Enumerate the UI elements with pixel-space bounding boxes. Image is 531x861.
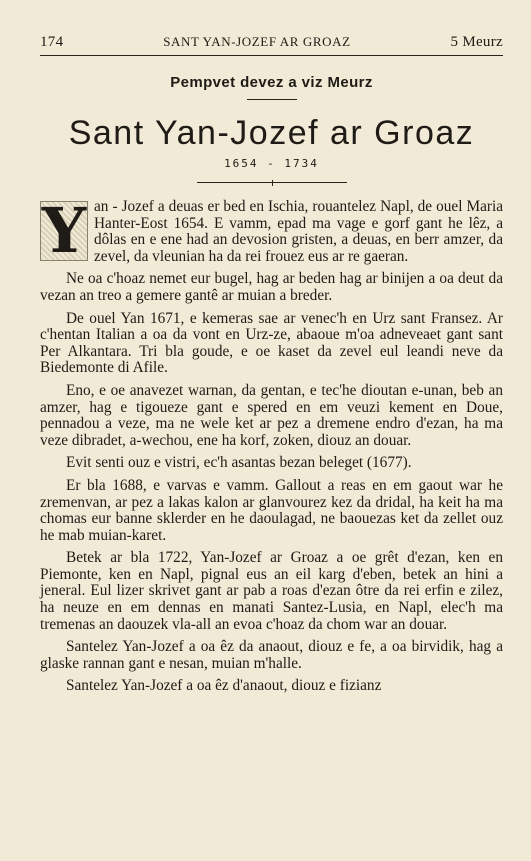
paragraph-3: De ouel Yan 1671, e kemeras sae ar venec'h en Urz sant Fransez. Ar c'hentan Italian a oa da vont en Urz-ze, abaoue m'oa adneveaet gant sant Per Alkantara. Tri bla goude, e oe kaset da zevel eul leandi neve da Biedemonte di Afile. <box>40 309 503 377</box>
page-number: 174 <box>40 34 64 50</box>
paragraph-9: Santelez Yan-Jozef a oa êz d'anaout, diouz e fizianz <box>66 677 382 695</box>
running-date: 5 Meurz <box>450 34 503 50</box>
paragraph-8: Santelez Yan-Jozef a oa êz da anaout, diouz e fe, a oa birvidik, hag a glaske rannan gant e nesan, muian m'halle. <box>40 638 503 672</box>
running-head <box>40 34 503 51</box>
kicker-rule <box>247 99 297 100</box>
paragraph-1: Y an - Jozef a deuas er bed en Ischia, rouantelez Napl, de ouel Maria Hanter-Eost 1654. E vamm, epad ma vage e gorf gant he lêz, a dôlas en e ene had an devosion gristen, a deuas, en berr amzer, da zevel, da vleunian ha da rei frouez eus ar re gaeran. <box>41 194 503 267</box>
body-text <box>40 194 503 695</box>
paragraph-6: Er bla 1688, e varvas e vamm. Gallout a reas en em gaout war he zremenvan, ar pez a lakas kalon ar glanvourez kez da dridal, ha keit ha ma chomas eur banne sklerder en he daoulagad, ne baouezas ket da zellet ouz he mab muian-karet. <box>40 476 503 544</box>
feast-day-kicker: Pempvet devez a viz Meurz <box>170 74 373 91</box>
ornamental-rule <box>197 182 347 183</box>
paragraph-4: Eno, e oe anavezet warnan, da gentan, e tec'he dioutan e-unan, beb an amzer, hag e tigoueze gant e spered en em veuzi kement en Doue, pennadou a veze, ma ne wele ket ar pez a dremene endro d'ezan, ha ma veze dibradet, a-wechou, ene ha korf, zoken, diouz an douar. <box>40 381 503 449</box>
paragraph-7: Betek ar bla 1722, Yan-Jozef ar Groaz a oe grêt d'ezan, ken en Piemonte, ken en Napl, pignal eus an eil karg d'eben, betek an hini a jeneral. Eul lizer skrivet gant ar pab a roas d'ezan ôtre da rei erfin e zilez, ha neuze en em dennas en manati Santez-Lusia, en Napl, elec'h ma tremenas an daouzek vla-all an evoa c'hoaz da chom war an douar. <box>40 549 503 633</box>
paragraph-5: Evit senti ouz e vistri, ec'h asantas bezan beleget (1677). <box>66 454 412 472</box>
paragraph-2: Ne oa c'hoaz nemet eur bugel, hag ar beden hag ar binijen a oa deut da vezan an treo a gemere gantê ar muian a breder. <box>40 270 503 304</box>
chapter-title: Sant Yan-Jozef ar Groaz <box>68 114 475 152</box>
running-title: SANT YAN-JOZEF AR GROAZ <box>163 34 351 49</box>
dropcap-initial: Y <box>41 194 87 267</box>
header-rule <box>40 55 503 56</box>
life-dates: 1654 - 1734 <box>224 157 319 170</box>
